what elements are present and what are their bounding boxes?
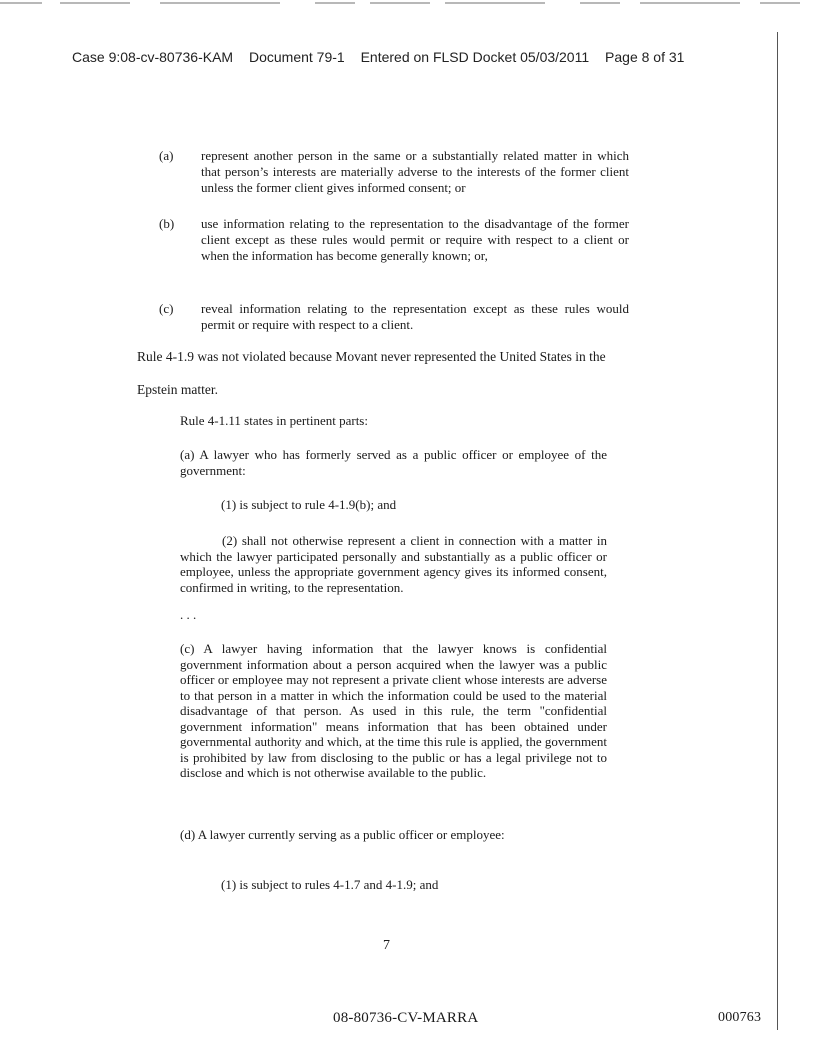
rule-4-1-11-d1: (1) is subject to rules 4-1.7 and 4-1.9; and: [221, 877, 439, 892]
ellipsis: . . .: [180, 607, 197, 622]
rule-4-1-11-c: (c) A lawyer having information that the lawyer knows is confidential government information about a person acquired when the lawyer was a public officer or employee may not represent a private client whose interests are adverse to that person in a matter in which the information could be used to the material disadvantage of that person. As used in this rule, the term "confidential government information" means information that has been obtained under governmental authority and which, at the time this rule is applied, the government is prohibited by law from disclosing to the public or has a legal privilege not to disclose and which is not otherwise available to the public.: [180, 641, 607, 780]
rule-4-1-11-intro: Rule 4-1.11 states in pertinent parts:: [180, 413, 368, 428]
footer-case-id: 08-80736-CV-MARRA: [333, 1010, 479, 1026]
scan-edge-line: [777, 32, 778, 1030]
rule-item-a: [159, 148, 629, 196]
rule-4-1-11-a2: (2) shall not otherwise represent a client in connection with a matter in which the lawyer participated personally and substantially as a public officer or employee, unless the appropriate government agency gives its informed consent, confirmed in writing, to the representation.: [180, 533, 607, 595]
rule-item-text: use information relating to the representation to the disadvantage of the former client except as these rules would permit or require with respect to a client or when the information has become generally known; or,: [201, 216, 629, 263]
bates-number: 000763: [718, 1010, 762, 1025]
rule-item-c: [159, 301, 629, 333]
docket-entry: Entered on FLSD Docket 05/03/2011: [360, 49, 590, 65]
rule-item-b: [159, 216, 629, 264]
document-number: Document 79-1: [248, 49, 345, 65]
docket-header: [72, 49, 752, 65]
scan-artifact-top: [0, 0, 816, 8]
rule-item-text: represent another person in the same or a substantially related matter in which that person’s interests are materially adverse to the interests of the former client unless the former client gives informed consent; or: [201, 148, 629, 195]
rule-item-text: reveal information relating to the representation except as these rules would permit or require with respect to a client.: [201, 301, 629, 332]
body-line-1: Rule 4-1.9 was not violated because Movant never represented the United States in the: [137, 349, 606, 364]
rule-item-label: (b): [159, 216, 175, 231]
rule-4-1-11-a: (a) A lawyer who has formerly served as a public officer or employee of the government:: [180, 447, 607, 478]
rule-item-label: (c): [159, 301, 174, 316]
page-indicator: Page 8 of 31: [605, 49, 685, 65]
rule-4-1-11-d: (d) A lawyer currently serving as a public officer or employee:: [180, 827, 505, 842]
body-line-2: Epstein matter.: [137, 382, 218, 397]
rule-4-1-11-a1: (1) is subject to rule 4-1.9(b); and: [221, 497, 397, 512]
case-number: Case 9:08-cv-80736-KAM: [72, 49, 234, 65]
rule-item-label: (a): [159, 148, 174, 163]
page-number: 7: [383, 938, 390, 953]
